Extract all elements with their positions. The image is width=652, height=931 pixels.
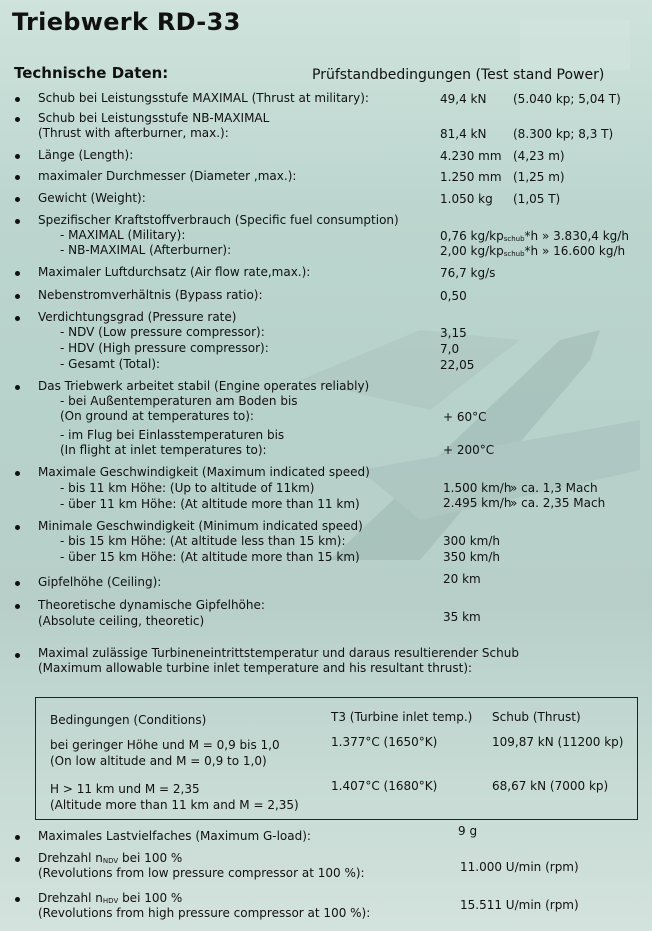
table-cell-condition-en: (Altitude more than 11 km and M = 2,35): [50, 798, 299, 812]
spec-extra: (1,25 m): [513, 170, 565, 184]
bullet: [15, 897, 20, 902]
spec-value: 1.050 kg: [440, 192, 493, 206]
table-header-t3: T3 (Turbine inlet temp.): [331, 710, 473, 724]
spec-sub-label: - Gesamt (Total):: [60, 357, 161, 371]
spec-extra: (8.300 kp; 8,3 T): [513, 127, 614, 141]
bullet: [15, 581, 20, 586]
table-cell-condition-en: (On low altitude and M = 0,9 to 1,0): [50, 754, 267, 768]
spec-sub-label: (On ground at temperatures to):: [60, 409, 254, 423]
bullet: [15, 385, 20, 390]
spec-sub-label: (In flight at inlet temperatures to):: [60, 443, 267, 457]
spec-sub-extra: » ca. 1,3 Mach: [510, 481, 598, 495]
spec-sub-value: 3,15: [440, 326, 467, 340]
bullet: [15, 525, 20, 530]
spec-sub-value: 350 km/h: [443, 550, 501, 564]
bullet: [15, 653, 20, 658]
table-cell-t3: 1.377°C (1650°K): [331, 735, 438, 749]
spec-label: Maximale Geschwindigkeit (Maximum indicated speed): [38, 465, 370, 479]
spec-value: 1.250 mm: [440, 170, 502, 184]
spec-value: 49,4 kN: [440, 92, 487, 106]
spec-value: 11.000 U/min (rpm): [460, 860, 579, 874]
spec-label: Theoretische dynamische Gipfelhöhe:: [38, 598, 265, 612]
bullet: [15, 835, 20, 840]
section-title: Technische Daten:: [14, 64, 169, 82]
spec-label: Nebenstromverhältnis (Bypass ratio):: [38, 288, 263, 302]
page-title: Triebwerk RD-33: [12, 8, 241, 36]
test-stand-heading: Prüfstandbedingungen (Test stand Power): [312, 67, 605, 83]
bullet: [15, 604, 20, 609]
table-header-conditions: Bedingungen (Conditions): [50, 713, 207, 727]
spec-extra: (5.040 kp; 5,04 T): [513, 92, 621, 106]
table-cell-condition: bei geringer Höhe und M = 0,9 bis 1,0: [50, 738, 280, 752]
spec-label-en: (Revolutions from high pressure compressor at 100 %):: [38, 906, 371, 920]
bullet: [15, 97, 20, 102]
table-cell-t3: 1.407°C (1680°K): [331, 779, 438, 793]
spec-label: Gewicht (Weight):: [38, 191, 146, 205]
spec-sub-label: - NDV (Low pressure compressor):: [60, 325, 265, 339]
spec-label: Spezifischer Kraftstoffverbrauch (Specific fuel consumption): [38, 213, 399, 227]
spec-sub-label: - über 15 km Höhe: (At altitude more than 15 km): [60, 550, 360, 564]
spec-sub-value: 22,05: [440, 358, 475, 372]
spec-label: Minimale Geschwindigkeit (Minimum indicated speed): [38, 519, 363, 533]
spec-label: Das Triebwerk arbeitet stabil (Engine operates reliably): [38, 379, 370, 393]
spec-sub-value: + 60°C: [443, 410, 487, 424]
bullet: [15, 857, 20, 862]
spec-sub-value: 7,0: [440, 342, 460, 356]
bullet: [15, 471, 20, 476]
spec-label: Gipfelhöhe (Ceiling):: [38, 575, 162, 589]
spec-sub-extra: » ca. 2,35 Mach: [510, 496, 606, 510]
spec-sub-label: - NB-MAXIMAL (Afterburner):: [60, 243, 232, 257]
bullet: [15, 175, 20, 180]
spec-label: Maximales Lastvielfaches (Maximum G-load):: [38, 829, 311, 843]
spec-label: Maximaler Luftdurchsatz (Air flow rate,max.):: [38, 265, 311, 279]
spec-extra: (1,05 T): [513, 192, 561, 206]
spec-label: Drehzahl nNDV bei 100 %: [38, 851, 183, 865]
spec-value: 9 g: [458, 824, 478, 838]
spec-value: 15.511 U/min (rpm): [460, 898, 579, 912]
spec-sub-value: 2.495 km/h: [443, 496, 512, 510]
spec-label: Verdichtungsgrad (Pressure rate): [38, 310, 237, 324]
bullet: [15, 316, 20, 321]
spec-label: Länge (Length):: [38, 148, 134, 162]
table-cell-condition: H > 11 km und M = 2,35: [50, 782, 200, 796]
table-cell-thrust: 68,67 kN (7000 kp): [492, 779, 609, 793]
spec-sub-value: 0,76 kg/kpschub*h » 3.830,4 kg/h: [440, 229, 629, 243]
spec-value: 0,50: [440, 289, 467, 303]
spec-label-en: (Maximum allowable turbine inlet temperature and his resultant thrust):: [38, 661, 473, 675]
spec-sub-value: 1.500 km/h: [443, 481, 512, 495]
bullet: [15, 219, 20, 224]
spec-label: Drehzahl nHDV bei 100 %: [38, 891, 183, 905]
spec-sub-value: + 200°C: [443, 443, 495, 457]
spec-sub-label: - HDV (High pressure compressor):: [60, 341, 269, 355]
bullet: [15, 197, 20, 202]
bullet: [15, 154, 20, 159]
spec-label-en: (Absolute ceiling, theoretic): [38, 614, 205, 628]
spec-value: 81,4 kN: [440, 127, 487, 141]
spec-sub-label: - über 11 km Höhe: (At altitude more than 11 km): [60, 497, 360, 511]
spec-value: 4.230 mm: [440, 149, 502, 163]
spec-sub-label: - bis 15 km Höhe: (At altitude less than 15 km):: [60, 534, 346, 548]
spec-value: 76,7 kg/s: [440, 266, 496, 280]
spec-label: Schub bei Leistungsstufe MAXIMAL (Thrust at military):: [38, 91, 369, 105]
spec-extra: (4,23 m): [513, 149, 565, 163]
table-cell-thrust: 109,87 kN (11200 kp): [492, 735, 624, 749]
spec-label-en: (Thrust with afterburner, max.):: [38, 126, 229, 140]
spec-sub-label: - bei Außentemperaturen am Boden bis: [60, 394, 298, 408]
bullet: [15, 117, 20, 122]
bullet: [15, 294, 20, 299]
spec-sub-value: 2,00 kg/kpschub*h » 16.600 kg/h: [440, 244, 626, 258]
spec-label-en: (Revolutions from low pressure compressor at 100 %):: [38, 866, 365, 880]
spec-value: 35 km: [443, 610, 481, 624]
spec-value: 20 km: [443, 572, 481, 586]
spec-sub-label: - bis 11 km Höhe: (Up to altitude of 11km): [60, 481, 315, 495]
spec-sub-label: - im Flug bei Einlasstemperaturen bis: [60, 428, 285, 442]
spec-label: maximaler Durchmesser (Diameter ,max.):: [38, 169, 297, 183]
spec-sub-value: 300 km/h: [443, 534, 501, 548]
bullet: [15, 271, 20, 276]
spec-label: Maximal zulässige Turbineneintrittstemperatur und daraus resultierender Schub: [38, 646, 519, 660]
conditions-table: [35, 697, 638, 820]
table-header-thrust: Schub (Thrust): [492, 710, 581, 724]
spec-label: Schub bei Leistungsstufe NB-MAXIMAL: [38, 111, 270, 125]
spec-sub-label: - MAXIMAL (Military):: [60, 228, 186, 242]
